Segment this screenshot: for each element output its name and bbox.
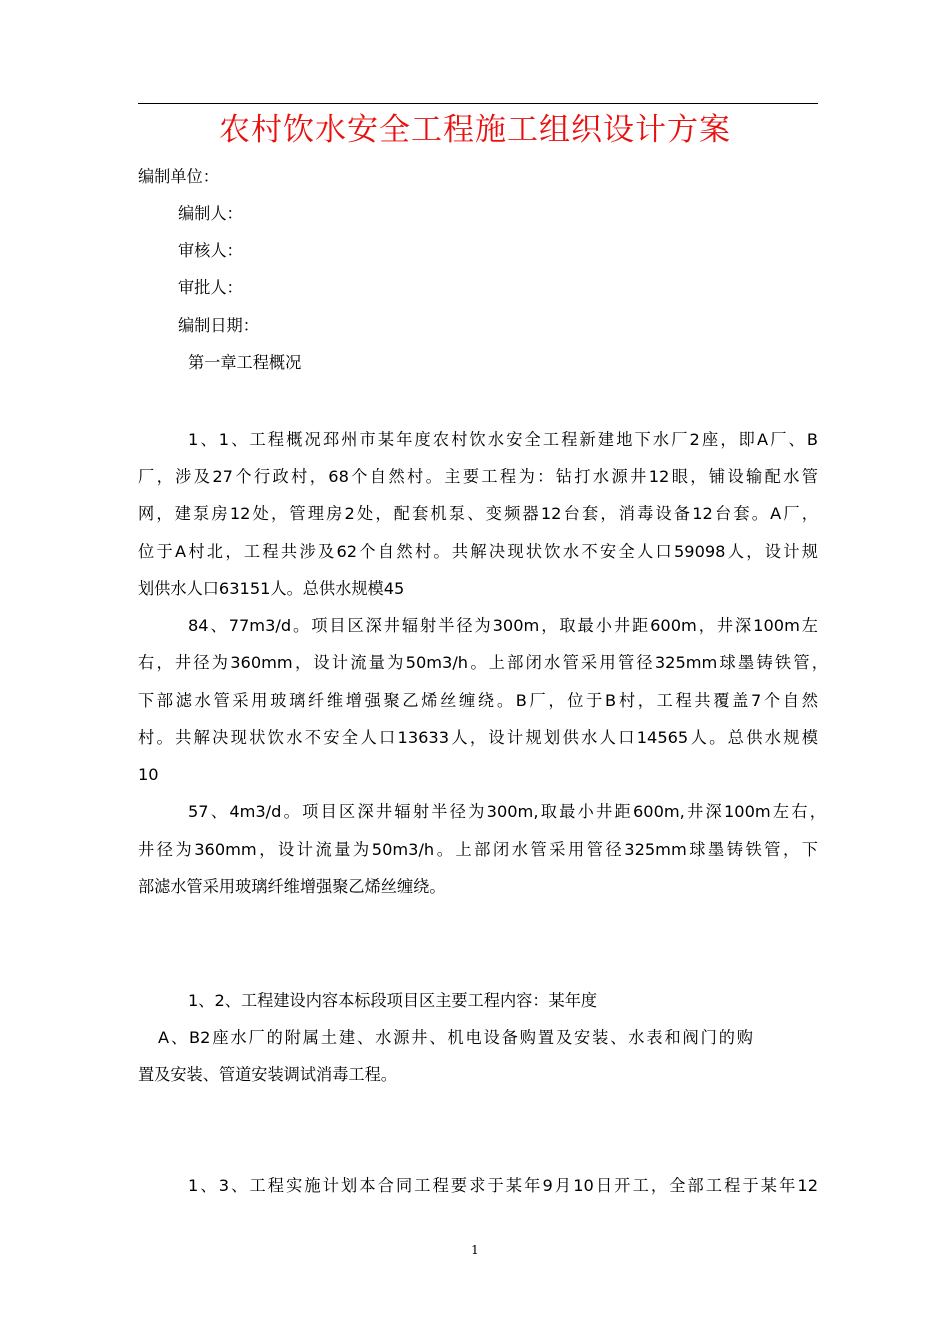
section-1-1-line: 右，井径为360mm，设计流量为50m3/h。上部闭水管采用管径325mm球墨铸铁管， — [138, 653, 828, 672]
section-1-1-line: 1、1、工程概况邳州市某年度农村饮水安全工程新建地下水厂2座，即A厂、B — [188, 430, 818, 449]
section-1-1-line: 部滤水管采用玻璃纤维增强聚乙烯丝缠绕。 — [138, 877, 446, 896]
section-1-1-line: 10 — [138, 765, 159, 784]
section-1-1-line: 下部滤水管采用玻璃纤维增强聚乙烯丝缠绕。B厂，位于B村，工程共覆盖7个自然 — [138, 691, 818, 710]
section-1-1-line: 84、77m3/d。项目区深井辐射半径为300m，取最小井距600m，井深100m左 — [188, 616, 818, 635]
section-1-2-line: A、B2座水厂的附属土建、水源井、机电设备购置及安装、水表和阀门的购 — [158, 1028, 753, 1047]
meta-unit-label: 编制单位： — [138, 167, 219, 186]
section-1-3-line: 1、3、工程实施计划本合同工程要求于某年9月10日开工，全部工程于某年12 — [188, 1176, 818, 1195]
section-1-1-line: 井径为360mm，设计流量为50m3/h。上部闭水管采用管径325mm球墨铸铁管，下 — [138, 840, 818, 859]
section-1-1-line: 57、4m3/d。项目区深井辐射半径为300m,取最小井距600m,井深100m左右， — [188, 802, 826, 821]
meta-date-label: 编制日期： — [178, 316, 259, 335]
header-rule — [138, 103, 818, 104]
meta-reviewer-label: 审核人： — [178, 241, 243, 260]
chapter-heading: 第一章工程概况 — [188, 353, 302, 372]
section-1-2-line: 1、2、工程建设内容本标段项目区主要工程内容：某年度 — [188, 991, 598, 1010]
section-1-1-line: 划供水人口63151人。总供水规模45 — [138, 579, 405, 598]
section-1-1-line: 网，建泵房12处，管理房2处，配套机泵、变频器12台套，消毒设备12台套。A厂， — [138, 504, 818, 523]
section-1-2-line: 置及安装、管道安装调试消毒工程。 — [138, 1065, 397, 1084]
section-1-1-line: 村。共解决现状饮水不安全人口13633人，设计规划供水人口14565人。总供水规模 — [138, 728, 818, 747]
meta-approver-label: 审批人： — [178, 278, 243, 297]
meta-author-label: 编制人： — [178, 204, 243, 223]
section-1-1-line: 位于A村北，工程共涉及62个自然村。共解决现状饮水不安全人口59098人，设计规 — [138, 542, 818, 561]
page-number: 1 — [471, 1243, 479, 1257]
document-title: 农村饮水安全工程施工组织设计方案 — [219, 112, 731, 148]
section-1-1-line: 厂，涉及27个行政村，68个自然村。主要工程为：钻打水源井12眼，铺设输配水管 — [138, 467, 818, 486]
